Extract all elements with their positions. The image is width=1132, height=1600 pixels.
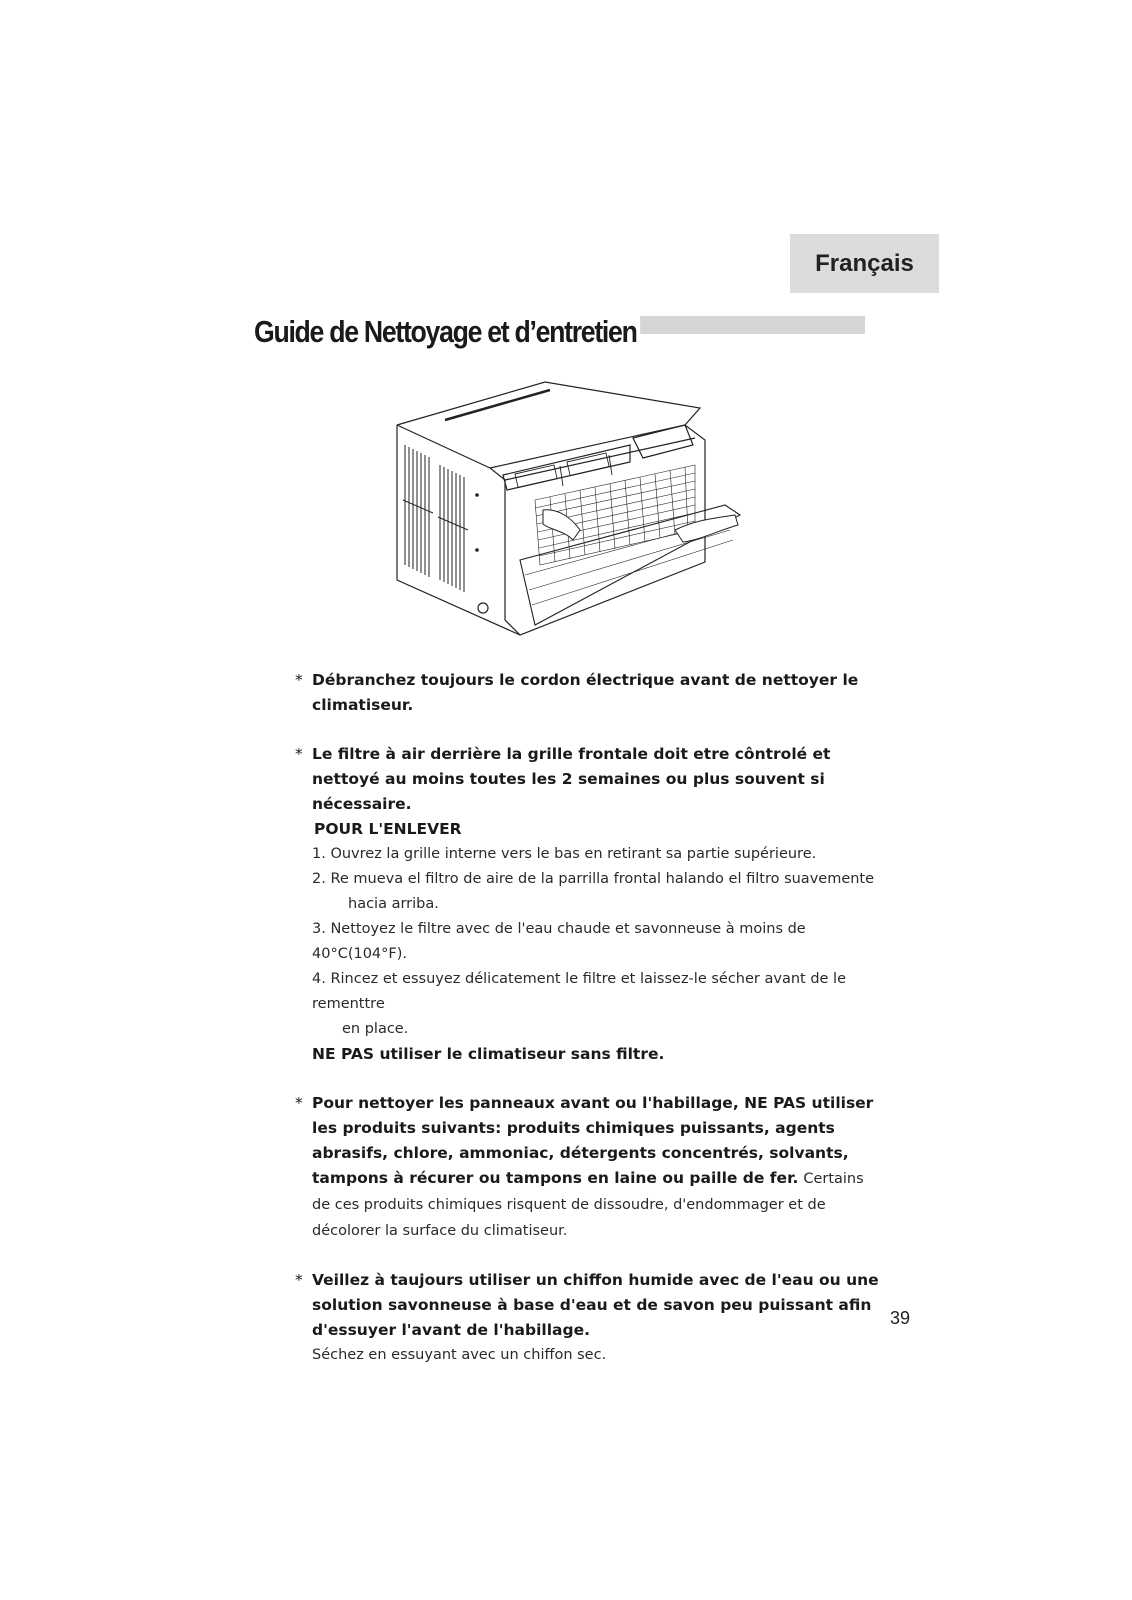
page-number: 39 — [890, 1308, 911, 1328]
bullet: * — [295, 671, 303, 689]
language-tab: Français — [790, 234, 939, 293]
instruction-panel-cleaning — [295, 1091, 885, 1244]
bullet: * — [295, 1094, 303, 1112]
step-1: 1. Ouvrez la grille interne vers le bas en retirant sa partie supérieure. — [312, 846, 817, 862]
removal-steps — [312, 842, 885, 1042]
instruction-text: Le filtre à air derrière la grille frontale doit etre côntrolé et nettoyé au moins toutes les 2 semaines ou plus souvent si nécessaire. — [312, 745, 831, 813]
instruction-note: Certains de ces produits chimiques risquent de dissoudre, d'endommager et de décolorer la surface du climatiseur. — [312, 1171, 864, 1239]
instruction-note: Séchez en essuyant avec un chiffon sec. — [312, 1347, 607, 1363]
instruction-air-filter — [295, 742, 885, 1067]
no-filter-warning: NE PAS utiliser le climatiseur sans filtre. — [312, 1045, 665, 1063]
step-3: 3. Nettoyez le filtre avec de l'eau chaude et savonneuse à moins de 40°C(104°F). — [312, 921, 806, 962]
bullet: * — [295, 1271, 303, 1289]
instruction-unplug — [295, 668, 885, 718]
cleaning-instructions — [295, 668, 885, 1368]
step-2-continued: hacia arriba. — [348, 896, 439, 912]
step-4: 4. Rincez et essuyez délicatement le filtre et laissez-le sécher avant de le rementtre — [312, 971, 847, 1012]
bullet: * — [295, 745, 303, 763]
step-2: 2. Re mueva el filtro de aire de la parrilla frontal halando el filtro suavemente — [312, 871, 875, 887]
instruction-damp-cloth — [295, 1268, 885, 1368]
instruction-text: Pour nettoyer les panneaux avant ou l'habillage, NE PAS utiliser les produits suivants: produits chimiques puissants, agents abrasifs, chlore, ammoniac, détergents concentrés, solvants, tampons à récurer ou tampons en laine ou paille de fer. — [312, 1094, 874, 1187]
step-4-continued: en place. — [342, 1021, 409, 1037]
subheading-removal: POUR L'ENLEVER — [314, 820, 462, 838]
instruction-text: Débranchez toujours le cordon électrique avant de nettoyer le climatiseur. — [312, 671, 859, 714]
instruction-text: Veillez à taujours utiliser un chiffon humide avec de l'eau ou une solution savonneuse à base d'eau et de savon peu puissant afin d'essuyer l'avant de l'habillage. — [312, 1271, 879, 1339]
air-conditioner-illustration — [395, 380, 765, 652]
page-title: Guide de Nettoyage et d’entretien — [254, 314, 640, 350]
